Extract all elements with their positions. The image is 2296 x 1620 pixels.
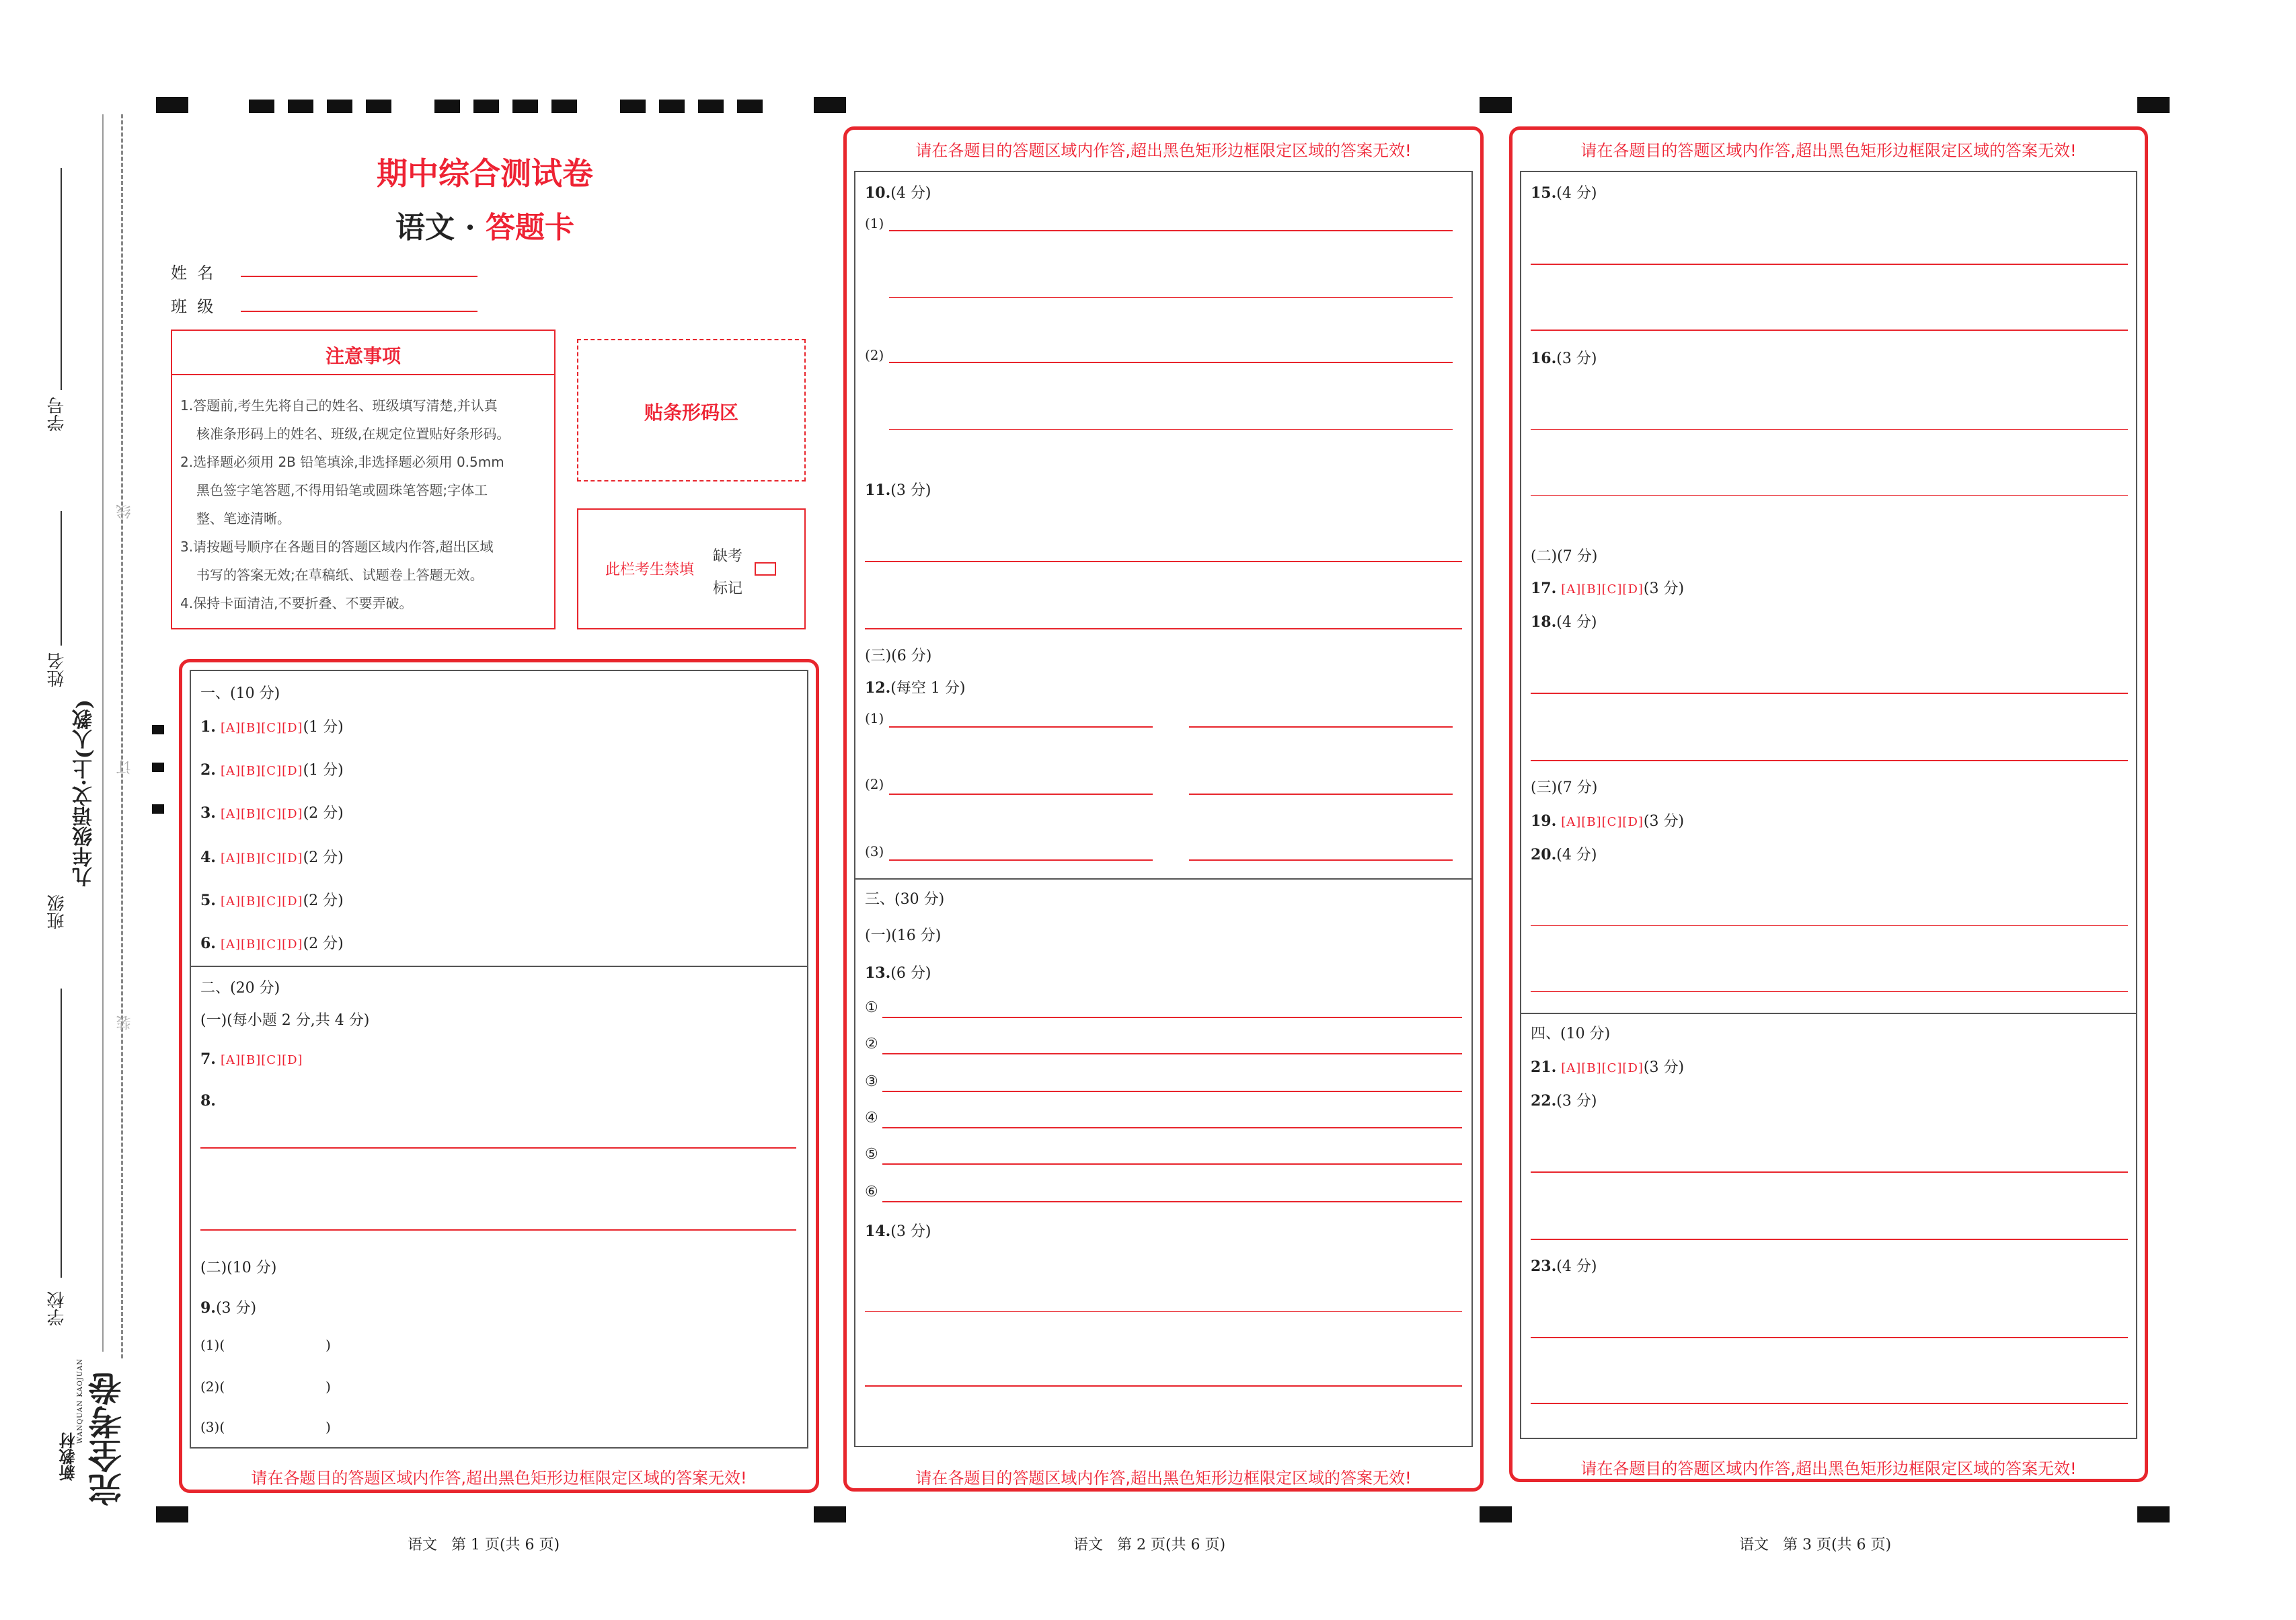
q12-line-3b[interactable] xyxy=(1189,859,1453,861)
q22-score: (3 分) xyxy=(1556,1093,1597,1110)
q22-line-1[interactable] xyxy=(1531,1171,2128,1173)
q13-line-1[interactable] xyxy=(882,1017,1462,1018)
q14-num: 14. xyxy=(865,1223,891,1240)
q3-score: (2 分) xyxy=(303,805,344,822)
page3-warning-bottom: 请在各题目的答题区域内作答,超出黑色矩形边框限定区域的答案无效! xyxy=(1580,1459,2077,1478)
question-17 xyxy=(1531,577,1684,598)
q9-num: 9. xyxy=(200,1299,216,1317)
p3-section-3: (三)(7 分) xyxy=(1531,779,1598,796)
q16-num: 16. xyxy=(1531,350,1557,367)
q3-num: 3. xyxy=(200,804,216,822)
q13-circle-3: ③ xyxy=(865,1073,878,1090)
q12-num: 12. xyxy=(865,679,891,697)
page3-answer-box xyxy=(1520,171,2137,1439)
q8-answer-line-1[interactable] xyxy=(200,1147,796,1149)
q10-line-4[interactable] xyxy=(889,429,1453,430)
binding-xuexiao-label: 学校 xyxy=(47,1291,67,1326)
q10-score: (4 分) xyxy=(890,185,931,202)
p2-section-3: (三)(6 分) xyxy=(865,648,932,664)
q2-num: 2. xyxy=(200,761,216,779)
p3-section-2: (二)(7 分) xyxy=(1531,548,1598,565)
q9-score: (3 分) xyxy=(215,1300,257,1317)
q15-num: 15. xyxy=(1531,184,1557,202)
q12-line-1b[interactable] xyxy=(1189,726,1453,728)
q4-num: 4. xyxy=(200,849,216,866)
q13-line-6[interactable] xyxy=(882,1201,1462,1202)
question-18 xyxy=(1531,611,1597,631)
q20-line-1[interactable] xyxy=(1531,925,2128,926)
absent-bottom: 标记 xyxy=(713,580,743,597)
q10-line-1[interactable] xyxy=(889,230,1453,231)
q1-num: 1. xyxy=(200,718,216,736)
q21-options[interactable]: [A][B][C][D] xyxy=(1561,1061,1644,1075)
q19-num: 19. xyxy=(1531,812,1557,830)
q12-line-2a[interactable] xyxy=(889,794,1153,795)
q9-sub-3-close: ) xyxy=(326,1419,331,1435)
page1-footer: 语文 第 1 页(共 6 页) xyxy=(408,1537,560,1553)
barcode-zone xyxy=(577,339,806,481)
question-13 xyxy=(865,962,931,982)
q18-line-1[interactable] xyxy=(1531,693,2128,694)
q12-part-3: (3) xyxy=(865,843,884,859)
q12-part-2: (2) xyxy=(865,776,884,792)
question-1 xyxy=(200,716,344,736)
barcode-label: 贴条形码区 xyxy=(644,401,738,424)
q19-options[interactable]: [A][B][C][D] xyxy=(1561,815,1644,829)
q13-circle-2: ② xyxy=(865,1036,878,1052)
binding-xuehao-label: 学号 xyxy=(47,397,67,432)
question-9 xyxy=(200,1297,256,1317)
q14-score: (3 分) xyxy=(890,1223,931,1240)
q12-line-1a[interactable] xyxy=(889,726,1153,728)
q6-num: 6. xyxy=(200,935,216,952)
q22-num: 22. xyxy=(1531,1092,1557,1110)
absent-checkbox[interactable] xyxy=(755,562,776,576)
q23-num: 23. xyxy=(1531,1258,1557,1275)
name-field[interactable] xyxy=(241,276,477,277)
card-title-subject: 语文 xyxy=(395,210,455,245)
q3-options[interactable]: [A][B][C][D] xyxy=(220,807,303,821)
question-23 xyxy=(1531,1255,1597,1276)
notice-item-1: 1.答题前,考生先将自己的姓名、班级填写清楚,并认真 xyxy=(180,397,498,414)
q11-line-1[interactable] xyxy=(865,561,1462,562)
q14-line-2[interactable] xyxy=(865,1385,1462,1387)
q15-line-1[interactable] xyxy=(1531,264,2128,265)
q2-score: (1 分) xyxy=(303,762,344,779)
q16-score: (3 分) xyxy=(1556,350,1597,367)
question-22 xyxy=(1531,1089,1597,1110)
q17-options[interactable]: [A][B][C][D] xyxy=(1561,582,1644,596)
q1-options[interactable]: [A][B][C][D] xyxy=(220,721,303,735)
q13-line-3[interactable] xyxy=(882,1091,1462,1092)
notice-item-3: 3.请按题号顺序在各题目的答题区域内作答,超出区域 xyxy=(180,539,494,555)
notice-list xyxy=(180,391,510,617)
q12-line-2b[interactable] xyxy=(1189,794,1453,795)
binding-ding: 订 xyxy=(116,760,133,775)
q19-score: (3 分) xyxy=(1643,813,1685,830)
notice-item-2: 2.选择题必须用 2B 铅笔填涂,非选择题必须用 0.5mm xyxy=(180,454,504,470)
question-12 xyxy=(865,677,965,697)
binding-zhuang: 装 xyxy=(116,1015,133,1030)
q18-line-2[interactable] xyxy=(1531,760,2128,761)
question-6 xyxy=(200,932,344,953)
q5-num: 5. xyxy=(200,892,216,909)
q17-score: (3 分) xyxy=(1643,580,1685,597)
q1-score: (1 分) xyxy=(303,719,344,736)
q9-sub-3-label: (3)( xyxy=(200,1419,225,1435)
card-title-card: 答题卡 xyxy=(485,210,574,245)
page3-warning-top: 请在各题目的答题区域内作答,超出黑色矩形边框限定区域的答案无效! xyxy=(1580,141,2077,160)
q13-num: 13. xyxy=(865,964,891,982)
q7-num: 7. xyxy=(200,1050,216,1068)
question-21 xyxy=(1531,1056,1684,1077)
q11-num: 11. xyxy=(865,481,891,499)
q7-options[interactable]: [A][B][C][D] xyxy=(220,1053,303,1067)
binding-grade: 九年级语文·上(人教) xyxy=(73,699,96,887)
q13-circle-1: ① xyxy=(865,999,878,1016)
q4-options[interactable]: [A][B][C][D] xyxy=(220,851,303,865)
question-15 xyxy=(1531,182,1597,202)
q12-part-1: (1) xyxy=(865,710,884,726)
page2-footer: 语文 第 2 页(共 6 页) xyxy=(1073,1537,1226,1553)
card-title xyxy=(395,203,574,246)
q6-options[interactable]: [A][B][C][D] xyxy=(220,937,303,952)
q8-answer-line-2[interactable] xyxy=(200,1229,796,1231)
q13-circle-4: ④ xyxy=(865,1110,878,1126)
absent-top: 缺考 xyxy=(713,548,743,565)
notice-item-3b: 书写的答案无效;在草稿纸、试题卷上答题无效。 xyxy=(196,567,484,583)
notice-item-2c: 整、笔迹清晰。 xyxy=(196,510,291,527)
q14-line-1[interactable] xyxy=(865,1311,1462,1312)
q13-score: (6 分) xyxy=(890,965,931,982)
q20-line-2[interactable] xyxy=(1531,991,2128,992)
q9-sub-1-close: ) xyxy=(326,1337,331,1353)
p3-divider xyxy=(1521,1013,2136,1014)
q9-sub-3[interactable] xyxy=(200,1419,331,1435)
q21-score: (3 分) xyxy=(1643,1059,1685,1076)
q18-num: 18. xyxy=(1531,613,1557,631)
page2-warning-bottom: 请在各题目的答题区域内作答,超出黑色矩形边框限定区域的答案无效! xyxy=(915,1469,1412,1488)
q23-line-1[interactable] xyxy=(1531,1337,2128,1338)
q9-sub-2-label: (2)( xyxy=(200,1379,225,1395)
q22-line-2[interactable] xyxy=(1531,1239,2128,1240)
question-5 xyxy=(200,889,344,910)
question-8 xyxy=(200,1092,216,1110)
question-10 xyxy=(865,182,931,202)
p1-section-2b: (二)(10 分) xyxy=(200,1260,277,1276)
question-3 xyxy=(200,802,344,822)
page3-footer: 语文 第 3 页(共 6 页) xyxy=(1739,1537,1892,1553)
notice-item-1b: 核准条形码上的姓名、班级,在规定位置贴好条形码。 xyxy=(196,426,510,442)
absent-left: 此栏考生禁填 xyxy=(605,562,695,578)
notice-title: 注意事项 xyxy=(325,345,401,367)
binding-banji-label: 班级 xyxy=(47,894,67,929)
question-11 xyxy=(865,479,931,500)
question-20 xyxy=(1531,843,1597,864)
notice-item-2b: 黑色签字笔答题,不得用铅笔或圆珠笔答题;字体工 xyxy=(196,482,488,498)
question-19 xyxy=(1531,810,1684,831)
question-7 xyxy=(200,1050,303,1068)
q11-score: (3 分) xyxy=(890,482,931,499)
page1-warning: 请在各题目的答题区域内作答,超出黑色矩形边框限定区域的答案无效! xyxy=(251,1469,747,1488)
q13-circle-5: ⑤ xyxy=(865,1146,878,1163)
question-4 xyxy=(200,846,344,867)
q13-line-2[interactable] xyxy=(882,1053,1462,1054)
p1-section-2a: (一)(每小题 2 分,共 4 分) xyxy=(200,1012,370,1029)
p1-divider xyxy=(191,966,807,967)
p2-big-section-3: 三、(30 分) xyxy=(865,891,945,908)
class-label: 班 级 xyxy=(171,297,214,316)
q20-num: 20. xyxy=(1531,846,1557,863)
q23-line-2[interactable] xyxy=(1531,1403,2128,1404)
q10-part-2: (2) xyxy=(865,347,884,363)
q9-sub-1-label: (1)( xyxy=(200,1337,225,1353)
q20-score: (4 分) xyxy=(1556,847,1597,863)
absent-box xyxy=(577,508,806,629)
p1-section-2: 二、(20 分) xyxy=(200,980,280,997)
question-16 xyxy=(1531,347,1597,368)
p2-section-3-1: (一)(16 分) xyxy=(865,927,942,944)
q5-score: (2 分) xyxy=(303,892,344,909)
q15-line-2[interactable] xyxy=(1531,330,2128,331)
q10-line-2[interactable] xyxy=(889,297,1453,298)
q10-line-3[interactable] xyxy=(889,362,1453,363)
page-title: 期中综合测试卷 xyxy=(377,155,593,192)
q5-options[interactable]: [A][B][C][D] xyxy=(220,894,303,909)
q6-score: (2 分) xyxy=(303,935,344,952)
q13-line-5[interactable] xyxy=(882,1163,1462,1165)
class-field[interactable] xyxy=(241,311,477,312)
q4-score: (2 分) xyxy=(303,849,344,866)
q9-sub-1[interactable] xyxy=(200,1337,331,1353)
page2-warning-top: 请在各题目的答题区域内作答,超出黑色矩形边框限定区域的答案无效! xyxy=(915,141,1412,160)
q16-line-1[interactable] xyxy=(1531,429,2128,430)
q13-circle-6: ⑥ xyxy=(865,1184,878,1200)
question-14 xyxy=(865,1220,931,1241)
question-2 xyxy=(200,759,344,779)
p3-big-section-4: 四、(10 分) xyxy=(1531,1026,1611,1042)
q10-part-1: (1) xyxy=(865,215,884,231)
q9-sub-2[interactable] xyxy=(200,1379,331,1395)
q8-num: 8. xyxy=(200,1092,216,1110)
q18-score: (4 分) xyxy=(1556,614,1597,631)
q11-line-2[interactable] xyxy=(865,628,1462,629)
name-label: 姓 名 xyxy=(171,264,214,282)
q23-score: (4 分) xyxy=(1556,1258,1597,1275)
q16-line-2[interactable] xyxy=(1531,495,2128,496)
q15-score: (4 分) xyxy=(1556,185,1597,202)
card-title-dot: · xyxy=(465,210,475,245)
binding-xingming-label: 姓名 xyxy=(47,652,67,687)
q9-sub-2-close: ) xyxy=(326,1379,331,1395)
p2-divider xyxy=(855,878,1471,880)
notice-box xyxy=(171,330,556,629)
binding-xian: 线 xyxy=(116,504,133,519)
q13-line-4[interactable] xyxy=(882,1127,1462,1128)
q12-score: (每空 1 分) xyxy=(890,680,966,697)
notice-item-4: 4.保持卡面清洁,不要折叠、不要弄破。 xyxy=(180,595,413,611)
q10-num: 10. xyxy=(865,184,891,202)
q21-num: 21. xyxy=(1531,1058,1557,1076)
q2-options[interactable]: [A][B][C][D] xyxy=(220,764,303,778)
q17-num: 17. xyxy=(1531,580,1557,597)
q12-line-3a[interactable] xyxy=(889,859,1153,861)
p1-section-1: 一、(10 分) xyxy=(200,685,280,702)
